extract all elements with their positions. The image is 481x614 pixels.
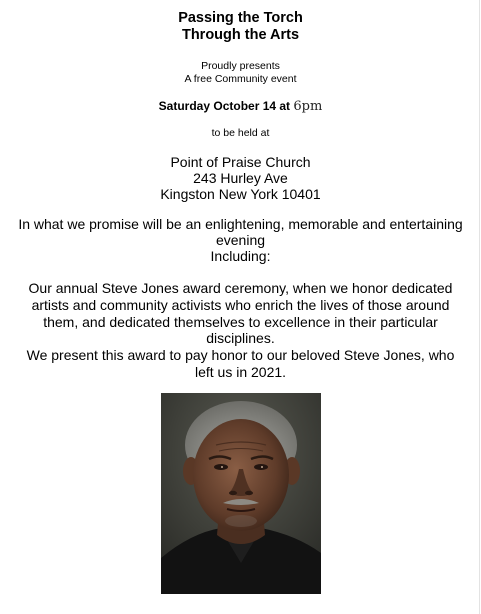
event-title — [0, 10, 481, 44]
award-description — [0, 280, 481, 381]
award-line-1: Our annual Steve Jones award ceremony, when we honor dedicated — [28, 280, 453, 296]
award-line-5: We present this award to pay honor to our beloved Steve Jones, who — [26, 347, 455, 364]
promise-line-1: In what we promise will be an enlightening, memorable and entertaining — [18, 216, 463, 232]
promise-line-2: evening — [215, 232, 266, 248]
date-text: Saturday October 14 at — [158, 99, 294, 113]
venue-address — [0, 154, 481, 202]
award-line-4: disciplines. — [206, 330, 275, 347]
event-time: 6pm — [293, 99, 323, 114]
promise-text — [0, 216, 481, 264]
presents-line-2: A free Community event — [184, 73, 297, 85]
title-line-2: Through the Arts — [181, 27, 300, 43]
held-at-label: to be held at — [211, 127, 270, 139]
steve-jones-portrait — [161, 393, 321, 594]
award-line-6: left us in 2021. — [194, 363, 287, 380]
presents-line-1: Proudly presents — [201, 60, 280, 72]
award-line-2: artists and community activists who enrich the lives of those around — [31, 296, 450, 313]
title-line-1: Passing the Torch — [178, 10, 303, 26]
venue-name: Point of Praise Church — [170, 154, 311, 170]
promise-line-3: Including: — [210, 248, 271, 264]
venue-street: 243 Hurley Ave — [193, 170, 288, 186]
presents-block — [0, 60, 481, 86]
event-date — [0, 98, 481, 115]
award-line-3: them, and dedicated themselves to excellence in their particular — [43, 313, 438, 330]
venue-city: Kingston New York 10401 — [160, 186, 321, 202]
